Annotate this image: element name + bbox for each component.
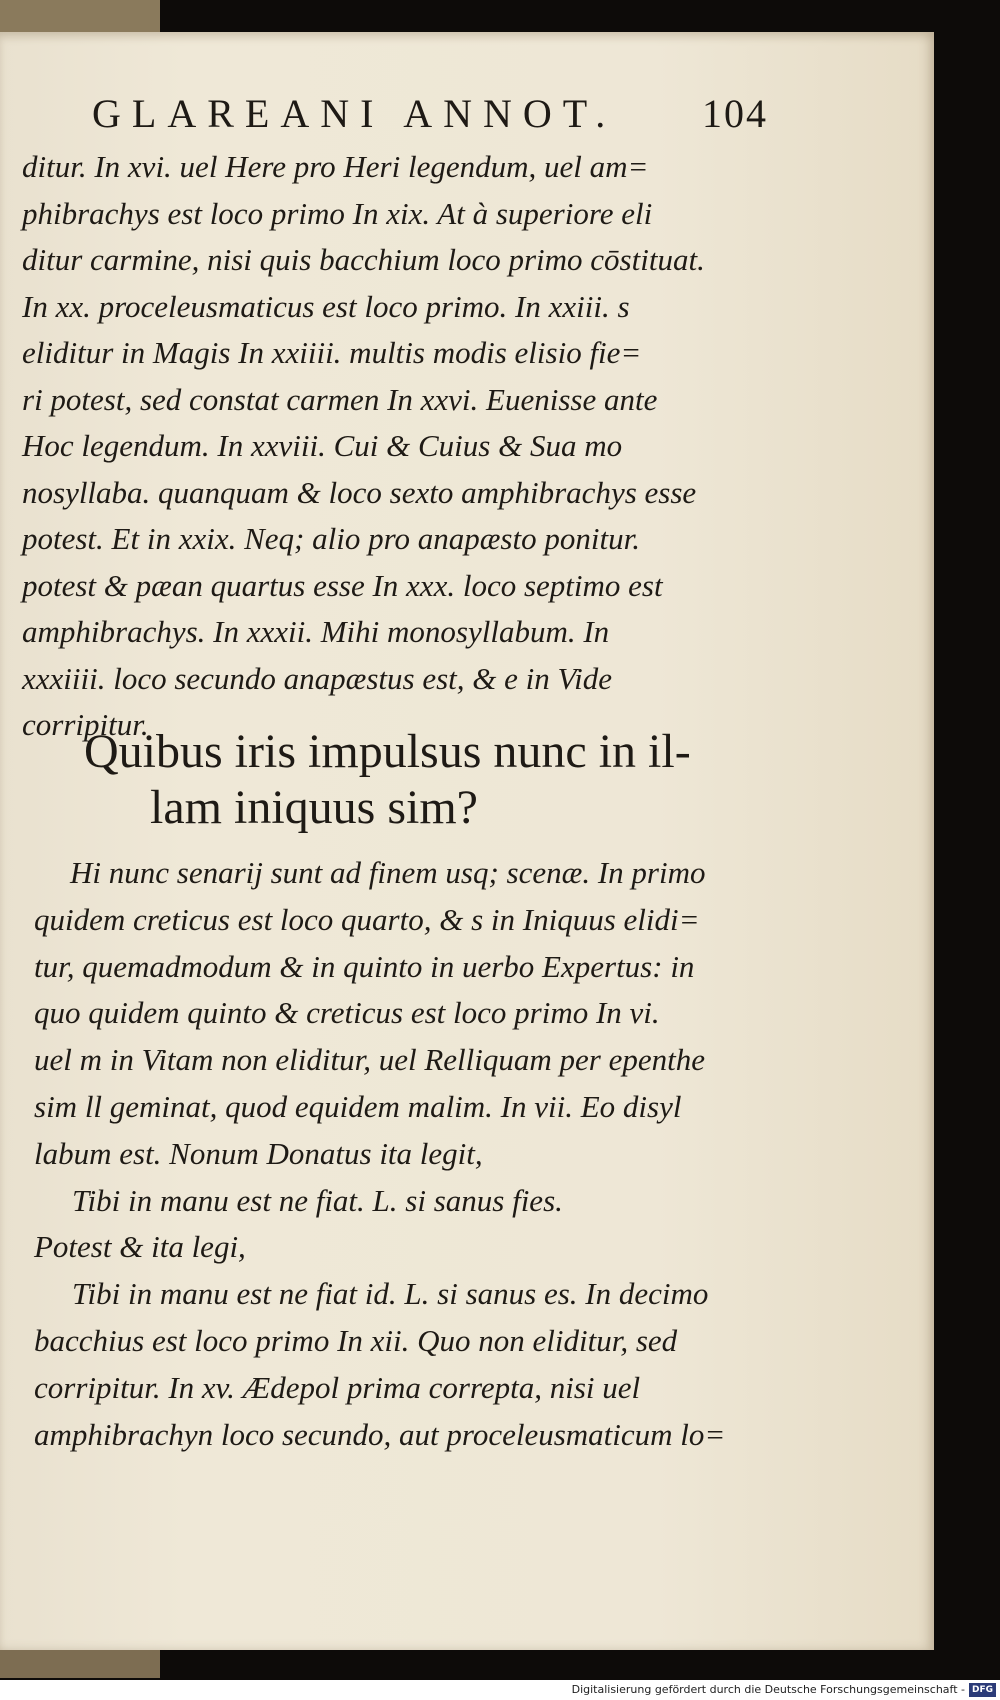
text-line: amphibrachyn loco secundo, aut proceleusmaticum lo= [34,1416,726,1452]
text-line: potest & pæan quartus esse In xxx. loco septimo est [22,567,663,603]
dfg-logo-icon: DFG [969,1683,996,1697]
digitization-credit [0,1680,1000,1700]
quoted-verse: Tibi in manu est ne fiat. L. si sanus fies. [72,1182,563,1218]
text-line: uel m in Vitam non eliditur, uel Relliquam per epenthe [34,1042,705,1078]
text-line: quidem creticus est loco quarto, & s in Iniquus elidi= [34,901,700,937]
text-line: nosyllaba. quanquam & loco sexto amphibrachys esse [22,474,697,510]
book-edge-top [0,0,160,36]
text-line: potest. Et in xxix. Neq; alio pro anapæsto ponitur. [22,521,640,556]
text-line: phibrachys est loco primo In xix. At à superiore eli [22,195,653,231]
text-line: ditur. In xvi. uel Here pro Heri legendum, uel am= [22,149,649,184]
text-line: tur, quemadmodum & in quinto in uerbo Expertus: in [34,948,695,984]
credit-text: Digitalisierung gefördert durch die Deutsche Forschungsgemeinschaft - [571,1683,965,1696]
text-line: Hoc legendum. In xxviii. Cui & Cuius & Sua mo [22,428,623,463]
running-header [92,90,792,142]
text-line: ri potest, sed constat carmen In xxvi. Euenisse ante [22,381,658,417]
heading-line-2: lam iniquus sim? [150,781,478,834]
text-line: sim ll geminat, quod equidem malim. In vii. Eo disyl [34,1088,682,1124]
scanned-page [0,32,934,1650]
heading-line-1: Quibus iris impulsus nunc in il- [84,725,691,778]
body-text [22,144,732,749]
text-line: amphibrachys. In xxxii. Mihi monosyllabum. In [22,614,610,649]
text-line: corripitur. [22,707,149,742]
text-line: eliditur in Magis In xxiiii. multis modis elisio fie= [22,335,642,370]
text-line: ditur carmine, nisi quis bacchium loco primo cōstituat. [22,242,705,277]
commentary-text [34,850,734,1458]
text-line: In xx. proceleusmaticus est loco primo. In xxiii. s [22,288,630,324]
text-line: labum est. Nonum Donatus ita legit, [34,1135,483,1171]
text-line: xxxiiii. loco secundo anapæstus est, & e in Vide [22,660,613,696]
page-number: 104 [702,91,768,136]
running-title: GLAREANI ANNOT. [92,91,617,136]
section-heading [84,724,744,836]
text-line: bacchius est loco primo In xii. Quo non eliditur, sed [34,1322,678,1358]
text-line: Hi nunc senarij sunt ad finem usq; scenæ. In primo [70,855,706,890]
text-line: quo quidem quinto & creticus est loco primo In vi. [34,995,660,1031]
text-line: Potest & ita legi, [34,1229,246,1265]
text-line: corripitur. In xv. Ædepol prima correpta, nisi uel [34,1369,641,1405]
quoted-verse: Tibi in manu est ne fiat id. L. si sanus es. In decimo [72,1276,709,1312]
